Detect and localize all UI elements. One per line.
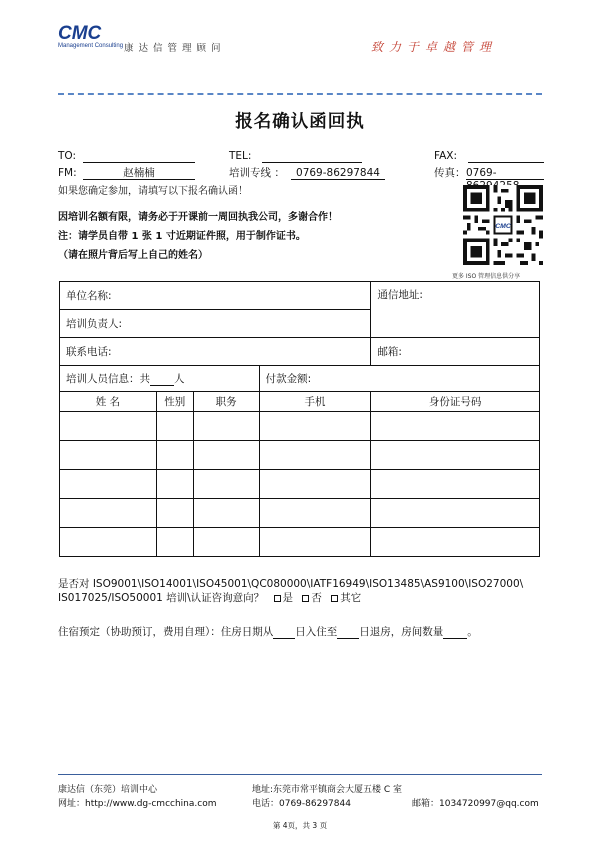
registration-table	[59, 281, 540, 557]
page-title: 报名确认函回执	[235, 112, 365, 132]
checkin-day-blank[interactable]	[273, 627, 295, 639]
fax-field[interactable]	[468, 150, 544, 163]
to-label: TO:	[58, 150, 77, 162]
hotline-value: 0769-86297844	[291, 167, 385, 180]
header-position: 职务	[193, 392, 259, 412]
fm-field[interactable]: 赵楠楠	[83, 167, 195, 180]
footer-divider	[58, 774, 542, 775]
footer-org: 康达信（东莞）培训中心	[58, 785, 158, 795]
option-no-label: 否	[311, 592, 322, 604]
trainee-count-cell[interactable]	[60, 366, 260, 392]
fm-label: FM:	[58, 167, 77, 179]
tel-label: TEL:	[229, 150, 252, 162]
note-photo-name: （请在照片背后写上自己的姓名）	[58, 250, 208, 261]
hotel-booking	[58, 624, 478, 639]
phone-cell[interactable]: 联系电话:	[60, 338, 371, 366]
checkbox-yes[interactable]	[274, 595, 281, 602]
table-row	[60, 528, 540, 557]
checkbox-no[interactable]	[302, 595, 309, 602]
company-name: 康达信管理顾问	[124, 43, 226, 54]
fax-cn-value: 0769-	[466, 167, 544, 180]
fax-label: FAX:	[434, 150, 457, 162]
to-field[interactable]	[83, 150, 195, 163]
company-logo	[58, 24, 123, 50]
qr-caption: 更多 ISO 管理信息供分享	[452, 273, 521, 280]
tel-field[interactable]	[262, 150, 362, 163]
table-row	[60, 441, 540, 470]
email-cell[interactable]: 邮箱:	[371, 338, 540, 366]
hotline-label: 培训专线 ：	[229, 167, 285, 179]
option-yes-label: 是	[282, 592, 294, 604]
payment-cell[interactable]: 付款金额:	[259, 366, 539, 392]
footer-phone: 电话：0769-86297844	[252, 799, 351, 809]
hotel-text-3: 日退房，房间数量	[359, 626, 444, 638]
footer-email[interactable]: 邮箱：1034720997@qq.com	[412, 799, 539, 809]
footer-address: 地址:东莞市常平镇商会大厦五楼 C 室	[252, 785, 403, 795]
question-line-2	[58, 591, 523, 605]
footer-website[interactable]: 网址：http://www.dg-cmcchina.com	[58, 799, 217, 809]
header-id-number: 身份证号码	[371, 392, 540, 412]
qr-code	[463, 185, 543, 265]
question-line-1: 是否对 ISO9001\ISO14001\ISO45001\QC080000\IATF16949\ISO13485\AS9100\ISO27000\	[58, 578, 524, 590]
note-confirm: 如果您确定参加，请填写以下报名确认函！	[58, 186, 248, 197]
fax-cn-label: 传真：	[434, 167, 466, 179]
table-row	[60, 499, 540, 528]
note-deadline: 因培训名额有限，请务必于开课前一周回执我公司，多谢合作！	[58, 212, 338, 223]
question-line-2-text: IS017025/ISO50001 培训\认证咨询意向？	[58, 592, 265, 604]
header-divider	[58, 93, 542, 95]
header-mobile: 手机	[259, 392, 371, 412]
table-row	[60, 412, 540, 441]
table-row	[60, 470, 540, 499]
unit-name-cell[interactable]: 单位名称:	[60, 282, 371, 310]
checkbox-other[interactable]	[331, 595, 338, 602]
checkout-day-blank[interactable]	[337, 627, 359, 639]
hotel-text-2: 日入住至	[295, 626, 338, 638]
logo-mark: CMC	[58, 23, 102, 44]
logo-subtitle: Management Consulting	[58, 43, 124, 49]
page-number: 第 4页，共 3 页	[272, 821, 328, 830]
note-photo: 注：请学员自带 1 张 1 寸近期证件照，用于制作证书。	[58, 231, 306, 242]
option-other-label: 其它	[340, 592, 362, 604]
trainee-count-prefix: 培训人员信息：共	[66, 373, 150, 385]
address-cell[interactable]: 通信地址:	[371, 282, 540, 338]
consulting-question	[58, 577, 523, 605]
svg-text:CMC: CMC	[495, 223, 511, 231]
room-count-blank[interactable]	[443, 627, 467, 639]
trainee-count-blank[interactable]	[150, 374, 174, 386]
header-name: 姓 名	[60, 392, 157, 412]
hotel-text-4: 。	[467, 626, 478, 638]
contact-person-cell[interactable]: 培训负责人:	[60, 310, 371, 338]
hotel-text-1: 住宿预定（协助预订，费用自理）：住房日期从	[58, 626, 274, 638]
header-gender: 性别	[156, 392, 193, 412]
trainee-count-suffix: 人	[174, 373, 185, 385]
slogan: 致力于卓越管理	[371, 40, 498, 54]
